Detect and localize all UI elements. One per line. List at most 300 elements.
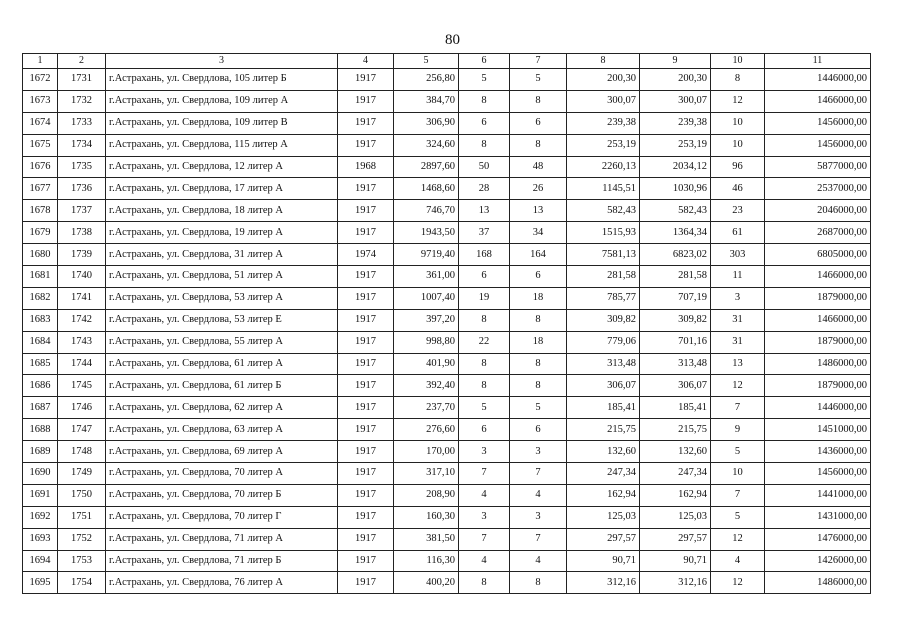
total-area-cell: 116,30 bbox=[394, 550, 459, 572]
row-number-cell: 1689 bbox=[23, 441, 58, 463]
living-area-cell: 779,06 bbox=[567, 331, 640, 353]
living-area-cell: 90,71 bbox=[567, 550, 640, 572]
apartments-count-cell: 3 bbox=[459, 506, 510, 528]
total-area-cell: 401,90 bbox=[394, 353, 459, 375]
table-row bbox=[23, 419, 871, 441]
row-number-cell: 1686 bbox=[23, 375, 58, 397]
record-id-cell: 1754 bbox=[58, 572, 106, 594]
residents-count-cell: 7 bbox=[711, 484, 765, 506]
apartments-count-cell: 37 bbox=[459, 222, 510, 244]
row-number-cell: 1672 bbox=[23, 69, 58, 91]
build-year-cell: 1917 bbox=[338, 69, 394, 91]
build-year-cell: 1917 bbox=[338, 484, 394, 506]
apartments-count-cell: 13 bbox=[459, 200, 510, 222]
address-cell: г.Астрахань, ул. Свердлова, 62 литер А bbox=[106, 397, 338, 419]
table-row bbox=[23, 134, 871, 156]
row-number-cell: 1680 bbox=[23, 244, 58, 266]
column-header-row bbox=[23, 54, 871, 69]
record-id-cell: 1746 bbox=[58, 397, 106, 419]
cost-cell: 1879000,00 bbox=[765, 331, 871, 353]
total-area-cell: 1007,40 bbox=[394, 287, 459, 309]
cost-cell: 1486000,00 bbox=[765, 572, 871, 594]
total-area-cell: 9719,40 bbox=[394, 244, 459, 266]
living-area-cell: 247,34 bbox=[567, 463, 640, 485]
total-area-cell: 746,70 bbox=[394, 200, 459, 222]
apartments-count-cell: 6 bbox=[459, 112, 510, 134]
residential-living-area-cell: 253,19 bbox=[640, 134, 711, 156]
table-row bbox=[23, 200, 871, 222]
residential-living-area-cell: 215,75 bbox=[640, 419, 711, 441]
apartments-count-cell: 4 bbox=[459, 484, 510, 506]
table-row bbox=[23, 69, 871, 91]
residential-living-area-cell: 313,48 bbox=[640, 353, 711, 375]
residential-apartments-cell: 8 bbox=[510, 375, 567, 397]
residential-living-area-cell: 297,57 bbox=[640, 528, 711, 550]
apartments-count-cell: 8 bbox=[459, 90, 510, 112]
residential-apartments-cell: 4 bbox=[510, 484, 567, 506]
residential-living-area-cell: 312,16 bbox=[640, 572, 711, 594]
apartments-count-cell: 8 bbox=[459, 134, 510, 156]
build-year-cell: 1968 bbox=[338, 156, 394, 178]
build-year-cell: 1974 bbox=[338, 244, 394, 266]
table-row bbox=[23, 397, 871, 419]
address-cell: г.Астрахань, ул. Свердлова, 115 литер А bbox=[106, 134, 338, 156]
address-cell: г.Астрахань, ул. Свердлова, 70 литер А bbox=[106, 463, 338, 485]
total-area-cell: 998,80 bbox=[394, 331, 459, 353]
total-area-cell: 324,60 bbox=[394, 134, 459, 156]
residential-living-area-cell: 300,07 bbox=[640, 90, 711, 112]
build-year-cell: 1917 bbox=[338, 222, 394, 244]
cost-cell: 1456000,00 bbox=[765, 112, 871, 134]
address-cell: г.Астрахань, ул. Свердлова, 76 литер А bbox=[106, 572, 338, 594]
cost-cell: 1431000,00 bbox=[765, 506, 871, 528]
residential-apartments-cell: 164 bbox=[510, 244, 567, 266]
address-cell: г.Астрахань, ул. Свердлова, 55 литер А bbox=[106, 331, 338, 353]
build-year-cell: 1917 bbox=[338, 441, 394, 463]
residential-living-area-cell: 281,58 bbox=[640, 266, 711, 288]
record-id-cell: 1732 bbox=[58, 90, 106, 112]
residential-apartments-cell: 6 bbox=[510, 112, 567, 134]
total-area-cell: 256,80 bbox=[394, 69, 459, 91]
address-cell: г.Астрахань, ул. Свердлова, 53 литер Е bbox=[106, 309, 338, 331]
residents-count-cell: 61 bbox=[711, 222, 765, 244]
record-id-cell: 1747 bbox=[58, 419, 106, 441]
column-header-9: 9 bbox=[640, 54, 711, 69]
table-row bbox=[23, 287, 871, 309]
table-row bbox=[23, 244, 871, 266]
apartments-count-cell: 8 bbox=[459, 353, 510, 375]
residential-apartments-cell: 7 bbox=[510, 528, 567, 550]
address-cell: г.Астрахань, ул. Свердлова, 31 литер А bbox=[106, 244, 338, 266]
address-cell: г.Астрахань, ул. Свердлова, 53 литер А bbox=[106, 287, 338, 309]
address-cell: г.Астрахань, ул. Свердлова, 70 литер Г bbox=[106, 506, 338, 528]
living-area-cell: 297,57 bbox=[567, 528, 640, 550]
residential-living-area-cell: 90,71 bbox=[640, 550, 711, 572]
total-area-cell: 397,20 bbox=[394, 309, 459, 331]
cost-cell: 1451000,00 bbox=[765, 419, 871, 441]
residents-count-cell: 31 bbox=[711, 331, 765, 353]
record-id-cell: 1749 bbox=[58, 463, 106, 485]
cost-cell: 1456000,00 bbox=[765, 134, 871, 156]
living-area-cell: 185,41 bbox=[567, 397, 640, 419]
row-number-cell: 1688 bbox=[23, 419, 58, 441]
table-row bbox=[23, 375, 871, 397]
apartments-count-cell: 22 bbox=[459, 331, 510, 353]
build-year-cell: 1917 bbox=[338, 506, 394, 528]
apartments-count-cell: 6 bbox=[459, 419, 510, 441]
residential-living-area-cell: 162,94 bbox=[640, 484, 711, 506]
residential-living-area-cell: 582,43 bbox=[640, 200, 711, 222]
cost-cell: 5877000,00 bbox=[765, 156, 871, 178]
residential-apartments-cell: 18 bbox=[510, 331, 567, 353]
table-row bbox=[23, 331, 871, 353]
build-year-cell: 1917 bbox=[338, 397, 394, 419]
row-number-cell: 1677 bbox=[23, 178, 58, 200]
residential-living-area-cell: 6823,02 bbox=[640, 244, 711, 266]
address-cell: г.Астрахань, ул. Свердлова, 12 литер А bbox=[106, 156, 338, 178]
cost-cell: 1426000,00 bbox=[765, 550, 871, 572]
record-id-cell: 1743 bbox=[58, 331, 106, 353]
cost-cell: 6805000,00 bbox=[765, 244, 871, 266]
record-id-cell: 1734 bbox=[58, 134, 106, 156]
row-number-cell: 1695 bbox=[23, 572, 58, 594]
residential-apartments-cell: 26 bbox=[510, 178, 567, 200]
living-area-cell: 125,03 bbox=[567, 506, 640, 528]
address-cell: г.Астрахань, ул. Свердлова, 63 литер А bbox=[106, 419, 338, 441]
address-cell: г.Астрахань, ул. Свердлова, 109 литер В bbox=[106, 112, 338, 134]
record-id-cell: 1751 bbox=[58, 506, 106, 528]
address-cell: г.Астрахань, ул. Свердлова, 61 литер А bbox=[106, 353, 338, 375]
residential-living-area-cell: 707,19 bbox=[640, 287, 711, 309]
total-area-cell: 400,20 bbox=[394, 572, 459, 594]
row-number-cell: 1693 bbox=[23, 528, 58, 550]
residential-apartments-cell: 8 bbox=[510, 353, 567, 375]
residents-count-cell: 4 bbox=[711, 550, 765, 572]
residential-living-area-cell: 132,60 bbox=[640, 441, 711, 463]
column-header-5: 5 bbox=[394, 54, 459, 69]
apartments-count-cell: 5 bbox=[459, 397, 510, 419]
table-row bbox=[23, 266, 871, 288]
row-number-cell: 1683 bbox=[23, 309, 58, 331]
cost-cell: 2687000,00 bbox=[765, 222, 871, 244]
row-number-cell: 1679 bbox=[23, 222, 58, 244]
page-number: 80 bbox=[445, 32, 460, 48]
residential-apartments-cell: 6 bbox=[510, 419, 567, 441]
residents-count-cell: 12 bbox=[711, 528, 765, 550]
total-area-cell: 392,40 bbox=[394, 375, 459, 397]
apartments-count-cell: 6 bbox=[459, 266, 510, 288]
living-area-cell: 2260,13 bbox=[567, 156, 640, 178]
living-area-cell: 785,77 bbox=[567, 287, 640, 309]
row-number-cell: 1692 bbox=[23, 506, 58, 528]
build-year-cell: 1917 bbox=[338, 353, 394, 375]
living-area-cell: 162,94 bbox=[567, 484, 640, 506]
apartments-count-cell: 8 bbox=[459, 309, 510, 331]
build-year-cell: 1917 bbox=[338, 90, 394, 112]
record-id-cell: 1742 bbox=[58, 309, 106, 331]
build-year-cell: 1917 bbox=[338, 572, 394, 594]
apartments-count-cell: 7 bbox=[459, 528, 510, 550]
residential-living-area-cell: 309,82 bbox=[640, 309, 711, 331]
column-header-8: 8 bbox=[567, 54, 640, 69]
row-number-cell: 1682 bbox=[23, 287, 58, 309]
residential-living-area-cell: 2034,12 bbox=[640, 156, 711, 178]
row-number-cell: 1690 bbox=[23, 463, 58, 485]
residents-count-cell: 23 bbox=[711, 200, 765, 222]
total-area-cell: 306,90 bbox=[394, 112, 459, 134]
cost-cell: 1441000,00 bbox=[765, 484, 871, 506]
table-row bbox=[23, 112, 871, 134]
residential-apartments-cell: 8 bbox=[510, 134, 567, 156]
table-row bbox=[23, 156, 871, 178]
column-header-6: 6 bbox=[459, 54, 510, 69]
apartments-count-cell: 3 bbox=[459, 441, 510, 463]
residential-apartments-cell: 3 bbox=[510, 441, 567, 463]
record-id-cell: 1752 bbox=[58, 528, 106, 550]
record-id-cell: 1736 bbox=[58, 178, 106, 200]
cost-cell: 1879000,00 bbox=[765, 287, 871, 309]
address-cell: г.Астрахань, ул. Свердлова, 51 литер А bbox=[106, 266, 338, 288]
residential-apartments-cell: 34 bbox=[510, 222, 567, 244]
build-year-cell: 1917 bbox=[338, 528, 394, 550]
living-area-cell: 132,60 bbox=[567, 441, 640, 463]
table-row bbox=[23, 90, 871, 112]
cost-cell: 1466000,00 bbox=[765, 309, 871, 331]
record-id-cell: 1739 bbox=[58, 244, 106, 266]
address-cell: г.Астрахань, ул. Свердлова, 19 литер А bbox=[106, 222, 338, 244]
address-cell: г.Астрахань, ул. Свердлова, 69 литер А bbox=[106, 441, 338, 463]
housing-table bbox=[22, 53, 871, 594]
record-id-cell: 1733 bbox=[58, 112, 106, 134]
cost-cell: 2046000,00 bbox=[765, 200, 871, 222]
cost-cell: 1446000,00 bbox=[765, 69, 871, 91]
build-year-cell: 1917 bbox=[338, 331, 394, 353]
living-area-cell: 253,19 bbox=[567, 134, 640, 156]
cost-cell: 2537000,00 bbox=[765, 178, 871, 200]
address-cell: г.Астрахань, ул. Свердлова, 105 литер Б bbox=[106, 69, 338, 91]
residential-living-area-cell: 247,34 bbox=[640, 463, 711, 485]
record-id-cell: 1737 bbox=[58, 200, 106, 222]
row-number-cell: 1687 bbox=[23, 397, 58, 419]
total-area-cell: 208,90 bbox=[394, 484, 459, 506]
residential-apartments-cell: 3 bbox=[510, 506, 567, 528]
residents-count-cell: 46 bbox=[711, 178, 765, 200]
residential-apartments-cell: 4 bbox=[510, 550, 567, 572]
table-row bbox=[23, 572, 871, 594]
living-area-cell: 7581,13 bbox=[567, 244, 640, 266]
build-year-cell: 1917 bbox=[338, 134, 394, 156]
residents-count-cell: 12 bbox=[711, 375, 765, 397]
record-id-cell: 1741 bbox=[58, 287, 106, 309]
table-row bbox=[23, 353, 871, 375]
apartments-count-cell: 8 bbox=[459, 375, 510, 397]
apartments-count-cell: 28 bbox=[459, 178, 510, 200]
residents-count-cell: 12 bbox=[711, 90, 765, 112]
living-area-cell: 281,58 bbox=[567, 266, 640, 288]
row-number-cell: 1675 bbox=[23, 134, 58, 156]
build-year-cell: 1917 bbox=[338, 309, 394, 331]
record-id-cell: 1745 bbox=[58, 375, 106, 397]
apartments-count-cell: 19 bbox=[459, 287, 510, 309]
residential-living-area-cell: 1030,96 bbox=[640, 178, 711, 200]
record-id-cell: 1735 bbox=[58, 156, 106, 178]
record-id-cell: 1748 bbox=[58, 441, 106, 463]
cost-cell: 1486000,00 bbox=[765, 353, 871, 375]
residential-apartments-cell: 48 bbox=[510, 156, 567, 178]
address-cell: г.Астрахань, ул. Свердлова, 61 литер Б bbox=[106, 375, 338, 397]
table-row bbox=[23, 506, 871, 528]
row-number-cell: 1674 bbox=[23, 112, 58, 134]
table-row bbox=[23, 222, 871, 244]
cost-cell: 1466000,00 bbox=[765, 90, 871, 112]
address-cell: г.Астрахань, ул. Свердлова, 17 литер А bbox=[106, 178, 338, 200]
residents-count-cell: 13 bbox=[711, 353, 765, 375]
column-header-3: 3 bbox=[106, 54, 338, 69]
total-area-cell: 170,00 bbox=[394, 441, 459, 463]
total-area-cell: 381,50 bbox=[394, 528, 459, 550]
build-year-cell: 1917 bbox=[338, 419, 394, 441]
record-id-cell: 1738 bbox=[58, 222, 106, 244]
address-cell: г.Астрахань, ул. Свердлова, 109 литер А bbox=[106, 90, 338, 112]
address-cell: г.Астрахань, ул. Свердлова, 71 литер Б bbox=[106, 550, 338, 572]
residential-apartments-cell: 8 bbox=[510, 90, 567, 112]
living-area-cell: 313,48 bbox=[567, 353, 640, 375]
residential-living-area-cell: 239,38 bbox=[640, 112, 711, 134]
record-id-cell: 1740 bbox=[58, 266, 106, 288]
build-year-cell: 1917 bbox=[338, 375, 394, 397]
apartments-count-cell: 7 bbox=[459, 463, 510, 485]
living-area-cell: 1145,51 bbox=[567, 178, 640, 200]
build-year-cell: 1917 bbox=[338, 266, 394, 288]
residential-apartments-cell: 5 bbox=[510, 69, 567, 91]
residential-apartments-cell: 8 bbox=[510, 309, 567, 331]
residential-living-area-cell: 185,41 bbox=[640, 397, 711, 419]
build-year-cell: 1917 bbox=[338, 463, 394, 485]
total-area-cell: 160,30 bbox=[394, 506, 459, 528]
residents-count-cell: 96 bbox=[711, 156, 765, 178]
residents-count-cell: 11 bbox=[711, 266, 765, 288]
build-year-cell: 1917 bbox=[338, 200, 394, 222]
row-number-cell: 1691 bbox=[23, 484, 58, 506]
cost-cell: 1436000,00 bbox=[765, 441, 871, 463]
residents-count-cell: 9 bbox=[711, 419, 765, 441]
total-area-cell: 361,00 bbox=[394, 266, 459, 288]
cost-cell: 1446000,00 bbox=[765, 397, 871, 419]
cost-cell: 1466000,00 bbox=[765, 266, 871, 288]
residential-apartments-cell: 6 bbox=[510, 266, 567, 288]
total-area-cell: 2897,60 bbox=[394, 156, 459, 178]
residents-count-cell: 5 bbox=[711, 506, 765, 528]
record-id-cell: 1750 bbox=[58, 484, 106, 506]
living-area-cell: 300,07 bbox=[567, 90, 640, 112]
residential-apartments-cell: 7 bbox=[510, 463, 567, 485]
cost-cell: 1456000,00 bbox=[765, 463, 871, 485]
residents-count-cell: 31 bbox=[711, 309, 765, 331]
table-row bbox=[23, 463, 871, 485]
column-header-1: 1 bbox=[23, 54, 58, 69]
residential-living-area-cell: 306,07 bbox=[640, 375, 711, 397]
build-year-cell: 1917 bbox=[338, 287, 394, 309]
residents-count-cell: 303 bbox=[711, 244, 765, 266]
apartments-count-cell: 50 bbox=[459, 156, 510, 178]
residents-count-cell: 7 bbox=[711, 397, 765, 419]
residents-count-cell: 3 bbox=[711, 287, 765, 309]
build-year-cell: 1917 bbox=[338, 550, 394, 572]
residential-living-area-cell: 125,03 bbox=[640, 506, 711, 528]
column-header-2: 2 bbox=[58, 54, 106, 69]
row-number-cell: 1678 bbox=[23, 200, 58, 222]
address-cell: г.Астрахань, ул. Свердлова, 71 литер А bbox=[106, 528, 338, 550]
residents-count-cell: 8 bbox=[711, 69, 765, 91]
total-area-cell: 276,60 bbox=[394, 419, 459, 441]
table-row bbox=[23, 309, 871, 331]
living-area-cell: 1515,93 bbox=[567, 222, 640, 244]
address-cell: г.Астрахань, ул. Свердлова, 70 литер Б bbox=[106, 484, 338, 506]
living-area-cell: 306,07 bbox=[567, 375, 640, 397]
residents-count-cell: 12 bbox=[711, 572, 765, 594]
residents-count-cell: 10 bbox=[711, 463, 765, 485]
cost-cell: 1476000,00 bbox=[765, 528, 871, 550]
living-area-cell: 239,38 bbox=[567, 112, 640, 134]
apartments-count-cell: 5 bbox=[459, 69, 510, 91]
residential-living-area-cell: 701,16 bbox=[640, 331, 711, 353]
residents-count-cell: 10 bbox=[711, 112, 765, 134]
build-year-cell: 1917 bbox=[338, 178, 394, 200]
total-area-cell: 1468,60 bbox=[394, 178, 459, 200]
residential-apartments-cell: 18 bbox=[510, 287, 567, 309]
table-row bbox=[23, 528, 871, 550]
total-area-cell: 237,70 bbox=[394, 397, 459, 419]
column-header-7: 7 bbox=[510, 54, 567, 69]
row-number-cell: 1694 bbox=[23, 550, 58, 572]
row-number-cell: 1676 bbox=[23, 156, 58, 178]
row-number-cell: 1685 bbox=[23, 353, 58, 375]
total-area-cell: 317,10 bbox=[394, 463, 459, 485]
table-row bbox=[23, 178, 871, 200]
residential-living-area-cell: 200,30 bbox=[640, 69, 711, 91]
living-area-cell: 309,82 bbox=[567, 309, 640, 331]
total-area-cell: 384,70 bbox=[394, 90, 459, 112]
residential-apartments-cell: 13 bbox=[510, 200, 567, 222]
column-header-10: 10 bbox=[711, 54, 765, 69]
row-number-cell: 1673 bbox=[23, 90, 58, 112]
column-header-4: 4 bbox=[338, 54, 394, 69]
residential-living-area-cell: 1364,34 bbox=[640, 222, 711, 244]
row-number-cell: 1681 bbox=[23, 266, 58, 288]
total-area-cell: 1943,50 bbox=[394, 222, 459, 244]
cost-cell: 1879000,00 bbox=[765, 375, 871, 397]
record-id-cell: 1753 bbox=[58, 550, 106, 572]
living-area-cell: 215,75 bbox=[567, 419, 640, 441]
apartments-count-cell: 4 bbox=[459, 550, 510, 572]
apartments-count-cell: 168 bbox=[459, 244, 510, 266]
apartments-count-cell: 8 bbox=[459, 572, 510, 594]
table-row bbox=[23, 441, 871, 463]
record-id-cell: 1744 bbox=[58, 353, 106, 375]
row-number-cell: 1684 bbox=[23, 331, 58, 353]
table-row bbox=[23, 550, 871, 572]
address-cell: г.Астрахань, ул. Свердлова, 18 литер А bbox=[106, 200, 338, 222]
residents-count-cell: 10 bbox=[711, 134, 765, 156]
column-header-11: 11 bbox=[765, 54, 871, 69]
build-year-cell: 1917 bbox=[338, 112, 394, 134]
residents-count-cell: 5 bbox=[711, 441, 765, 463]
residential-apartments-cell: 8 bbox=[510, 572, 567, 594]
living-area-cell: 582,43 bbox=[567, 200, 640, 222]
living-area-cell: 312,16 bbox=[567, 572, 640, 594]
record-id-cell: 1731 bbox=[58, 69, 106, 91]
residential-apartments-cell: 5 bbox=[510, 397, 567, 419]
